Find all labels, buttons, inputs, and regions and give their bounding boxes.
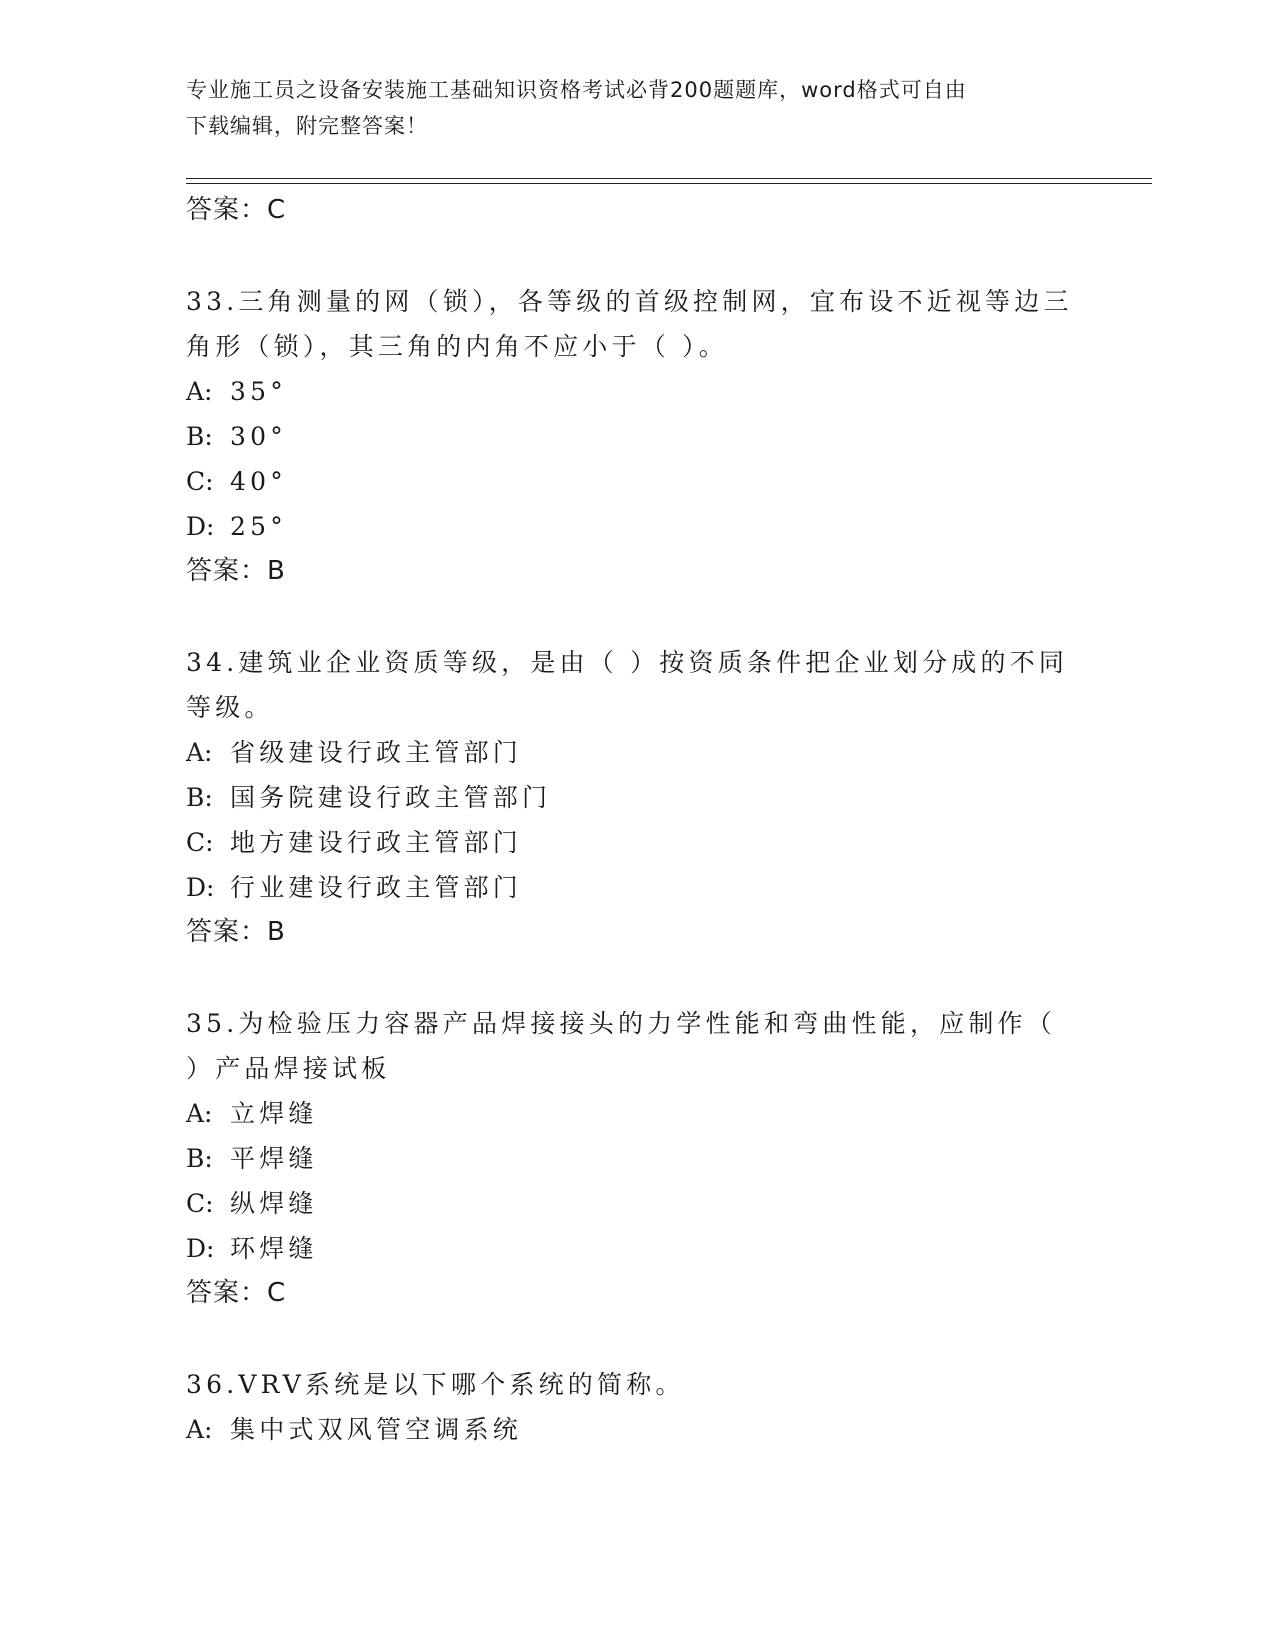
option-label: D: — [186, 1234, 215, 1263]
option-text: 立焊缝 — [230, 1099, 318, 1128]
question-text-line: 34.建筑业企业资质等级，是由（ ）按资质条件把企业划分成的不同 — [186, 648, 1069, 677]
option-b — [186, 414, 1086, 459]
option-d — [186, 504, 1086, 549]
question-text-line: 35.为检验压力容器产品焊接接头的力学性能和弯曲性能，应制作（ — [186, 1009, 1056, 1038]
option-label: B: — [186, 783, 213, 812]
option-text: 地方建设行政主管部门 — [230, 828, 523, 857]
document-header — [186, 72, 1086, 144]
option-a — [186, 730, 1086, 775]
question-text-line: 36.VRV系统是以下哪个系统的简称。 — [186, 1370, 685, 1399]
question-text-line: 角形（锁），其三角的内角不应小于（ ）。 — [186, 332, 728, 361]
question-33 — [186, 279, 1086, 594]
option-label: B: — [186, 422, 213, 451]
option-text: 集中式双风管空调系统 — [230, 1415, 523, 1444]
option-b — [186, 775, 1086, 820]
option-label: D: — [186, 873, 215, 902]
option-a — [186, 1407, 1086, 1452]
option-b — [186, 1136, 1086, 1181]
option-label: A: — [186, 738, 213, 767]
header-line-2: 下载编辑，附完整答案！ — [186, 114, 428, 138]
option-text: 环焊缝 — [230, 1234, 318, 1263]
option-text: 省级建设行政主管部门 — [230, 738, 523, 767]
option-text: 国务院建设行政主管部门 — [230, 783, 552, 812]
option-label: C: — [186, 1189, 214, 1218]
option-text: 平焊缝 — [230, 1144, 318, 1173]
option-a — [186, 1091, 1086, 1136]
option-label: A: — [186, 1099, 213, 1128]
option-text: 40° — [230, 467, 287, 496]
question-list — [186, 188, 1086, 1452]
option-a — [186, 369, 1086, 414]
option-label: C: — [186, 828, 214, 857]
question-text-line: ）产品焊接试板 — [186, 1054, 391, 1083]
question-34 — [186, 640, 1086, 955]
option-label: C: — [186, 467, 214, 496]
option-c — [186, 820, 1086, 865]
question-36 — [186, 1362, 1086, 1452]
header-divider-bottom — [186, 183, 1152, 184]
option-text: 行业建设行政主管部门 — [230, 873, 523, 902]
option-text: 纵焊缝 — [230, 1189, 318, 1218]
option-text: 35° — [230, 377, 287, 406]
header-line-1: 专业施工员之设备安装施工基础知识资格考试必背200题题库，word格式可自由 — [186, 78, 967, 102]
option-label: A: — [186, 1415, 213, 1444]
question-text-line: 33.三角测量的网（锁），各等级的首级控制网，宜布设不近视等边三 — [186, 287, 1073, 316]
option-c — [186, 459, 1086, 504]
header-divider-top — [186, 178, 1152, 179]
option-d — [186, 1226, 1086, 1271]
answer-line: 答案：B — [186, 556, 286, 586]
answer-line: 答案：C — [186, 1278, 287, 1308]
option-label: A: — [186, 377, 213, 406]
option-c — [186, 1181, 1086, 1226]
answer-line: 答案：B — [186, 917, 286, 947]
answer-line: 答案：C — [186, 195, 287, 225]
option-text: 25° — [230, 512, 287, 541]
option-label: D: — [186, 512, 215, 541]
option-text: 30° — [230, 422, 287, 451]
question-text-line: 等级。 — [186, 693, 274, 722]
question-35 — [186, 1001, 1086, 1316]
option-d — [186, 865, 1086, 910]
option-label: B: — [186, 1144, 213, 1173]
